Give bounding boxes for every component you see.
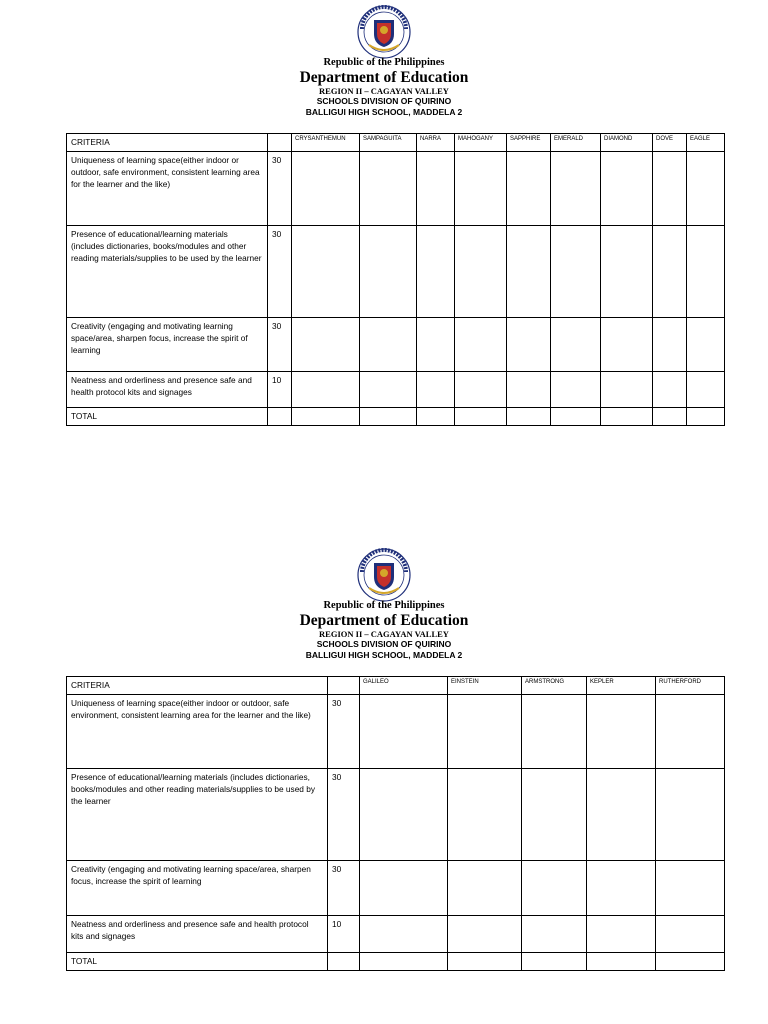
score-cell[interactable] (601, 318, 653, 372)
total-cell[interactable] (601, 408, 653, 426)
score-cell[interactable] (601, 226, 653, 318)
score-cell[interactable] (417, 318, 455, 372)
team-header: NARRA (417, 134, 455, 152)
criteria-cell: Creativity (engaging and motivating learning space/area, sharpen focus, increase the spirit of learning (67, 861, 328, 916)
score-cell[interactable] (455, 152, 507, 226)
score-cell[interactable] (656, 769, 725, 861)
criteria-header: CRITERIA (67, 677, 328, 695)
score-cell[interactable] (360, 372, 417, 408)
score-cell[interactable] (587, 916, 656, 953)
points-cell: 30 (328, 861, 360, 916)
score-cell[interactable] (292, 226, 360, 318)
school-text: BALLIGUI HIGH SCHOOL, MADDELA 2 (305, 107, 463, 117)
score-cell[interactable] (448, 769, 522, 861)
division-text: SCHOOLS DIVISION OF QUIRINO (316, 96, 452, 106)
score-cell[interactable] (292, 372, 360, 408)
table-row (67, 916, 725, 953)
total-cell[interactable] (448, 953, 522, 971)
score-cell[interactable] (292, 152, 360, 226)
team-header: DIAMOND (601, 134, 653, 152)
team-header: SAMPAGUITA (360, 134, 417, 152)
team-header: RUTHERFORD (656, 677, 725, 695)
team-header: EAGLE (687, 134, 725, 152)
total-cell[interactable] (656, 953, 725, 971)
score-cell[interactable] (687, 152, 725, 226)
republic-text: Republic of the Philippines (323, 600, 445, 611)
table-row (67, 861, 725, 916)
score-cell[interactable] (653, 152, 687, 226)
score-cell[interactable] (448, 916, 522, 953)
points-cell: 30 (268, 226, 292, 318)
team-header: KEPLER (587, 677, 656, 695)
region-text: REGION II – CAGAYAN VALLEY (319, 629, 449, 639)
score-cell[interactable] (551, 372, 601, 408)
score-cell[interactable] (360, 318, 417, 372)
score-cell[interactable] (551, 226, 601, 318)
total-row (67, 408, 725, 426)
department-title: Department of Education (299, 69, 469, 86)
score-cell[interactable] (507, 152, 551, 226)
points-cell: 10 (268, 372, 292, 408)
criteria-cell: Presence of educational/learning materials (includes dictionaries, books/modules and other reading materials/supplies to be used by the learner (67, 226, 268, 318)
score-cell[interactable] (687, 318, 725, 372)
department-title: Department of Education (299, 612, 469, 629)
team-header: EINSTEIN (448, 677, 522, 695)
score-cell[interactable] (653, 226, 687, 318)
table-row (67, 769, 725, 861)
points-cell: 10 (328, 916, 360, 953)
total-label: TOTAL (67, 408, 268, 426)
letterhead (0, 57, 768, 118)
points-header (328, 677, 360, 695)
score-cell[interactable] (417, 372, 455, 408)
criteria-cell: Presence of educational/learning materials (includes dictionaries, books/modules and other reading materials/supplies to be used by the learner (67, 769, 328, 861)
total-cell[interactable] (551, 408, 601, 426)
score-cell[interactable] (551, 318, 601, 372)
score-cell[interactable] (601, 372, 653, 408)
score-cell[interactable] (507, 318, 551, 372)
criteria-cell: Neatness and orderliness and presence safe and health protocol kits and signages (67, 916, 328, 953)
table-row (67, 695, 725, 769)
score-cell[interactable] (522, 916, 587, 953)
score-cell[interactable] (522, 695, 587, 769)
score-cell[interactable] (417, 152, 455, 226)
total-cell[interactable] (360, 408, 417, 426)
score-cell[interactable] (687, 226, 725, 318)
total-label: TOTAL (67, 953, 328, 971)
total-cell[interactable] (653, 408, 687, 426)
team-header: EMERALD (551, 134, 601, 152)
score-cell[interactable] (455, 372, 507, 408)
score-cell[interactable] (653, 318, 687, 372)
score-cell[interactable] (360, 916, 448, 953)
total-cell[interactable] (587, 953, 656, 971)
score-cell[interactable] (360, 226, 417, 318)
team-header: GALILEO (360, 677, 448, 695)
total-cell[interactable] (360, 953, 448, 971)
score-cell[interactable] (587, 695, 656, 769)
score-cell[interactable] (507, 372, 551, 408)
score-cell[interactable] (360, 769, 448, 861)
points-cell: 30 (268, 318, 292, 372)
score-cell[interactable] (687, 372, 725, 408)
school-text: BALLIGUI HIGH SCHOOL, MADDELA 2 (305, 650, 463, 660)
score-cell[interactable] (656, 695, 725, 769)
deped-seal-logo (357, 5, 411, 59)
score-cell[interactable] (656, 916, 725, 953)
score-cell[interactable] (587, 769, 656, 861)
division-text: SCHOOLS DIVISION OF QUIRINO (316, 639, 452, 649)
total-cell[interactable] (522, 953, 587, 971)
table-row (67, 226, 725, 318)
table-header-row (67, 134, 725, 152)
rubric-table (66, 133, 725, 426)
points-cell: 30 (268, 152, 292, 226)
criteria-cell: Creativity (engaging and motivating learning space/area, sharpen focus, increase the spirit of learning (67, 318, 268, 372)
points-header (268, 134, 292, 152)
criteria-header: CRITERIA (67, 134, 268, 152)
team-header: SAPPHIRE (507, 134, 551, 152)
score-cell[interactable] (522, 861, 587, 916)
deped-seal-logo (357, 548, 411, 602)
score-cell[interactable] (551, 152, 601, 226)
score-cell[interactable] (292, 318, 360, 372)
rubric-table (66, 676, 725, 971)
score-cell[interactable] (507, 226, 551, 318)
score-cell[interactable] (360, 861, 448, 916)
score-cell[interactable] (522, 769, 587, 861)
total-cell[interactable] (455, 408, 507, 426)
criteria-cell: Neatness and orderliness and presence safe and health protocol kits and signages (67, 372, 268, 408)
total-cell[interactable] (292, 408, 360, 426)
table-row (67, 318, 725, 372)
score-cell[interactable] (601, 152, 653, 226)
table-header-row (67, 677, 725, 695)
table-row (67, 372, 725, 408)
region-text: REGION II – CAGAYAN VALLEY (319, 86, 449, 96)
score-cell[interactable] (360, 695, 448, 769)
score-cell[interactable] (448, 695, 522, 769)
score-cell[interactable] (417, 226, 455, 318)
score-cell[interactable] (653, 372, 687, 408)
score-cell[interactable] (455, 226, 507, 318)
criteria-cell: Uniqueness of learning space(either indoor or outdoor, safe environment, consistent learning area for the learner and the like) (67, 695, 328, 769)
letterhead (0, 600, 768, 661)
total-cell[interactable] (507, 408, 551, 426)
total-points-cell (328, 953, 360, 971)
score-cell[interactable] (448, 861, 522, 916)
team-header: CRYSANTHEMUN (292, 134, 360, 152)
total-cell[interactable] (417, 408, 455, 426)
criteria-cell: Uniqueness of learning space(either indoor or outdoor, safe environment, consistent learning area for the learner and the like) (67, 152, 268, 226)
total-cell[interactable] (687, 408, 725, 426)
score-cell[interactable] (360, 152, 417, 226)
total-row (67, 953, 725, 971)
team-header: ARMSTRONG (522, 677, 587, 695)
table-row (67, 152, 725, 226)
team-header: MAHOGANY (455, 134, 507, 152)
score-cell[interactable] (455, 318, 507, 372)
total-points-cell (268, 408, 292, 426)
score-cell[interactable] (587, 861, 656, 916)
republic-text: Republic of the Philippines (323, 57, 445, 68)
team-header: DOVE (653, 134, 687, 152)
points-cell: 30 (328, 695, 360, 769)
score-cell[interactable] (656, 861, 725, 916)
points-cell: 30 (328, 769, 360, 861)
